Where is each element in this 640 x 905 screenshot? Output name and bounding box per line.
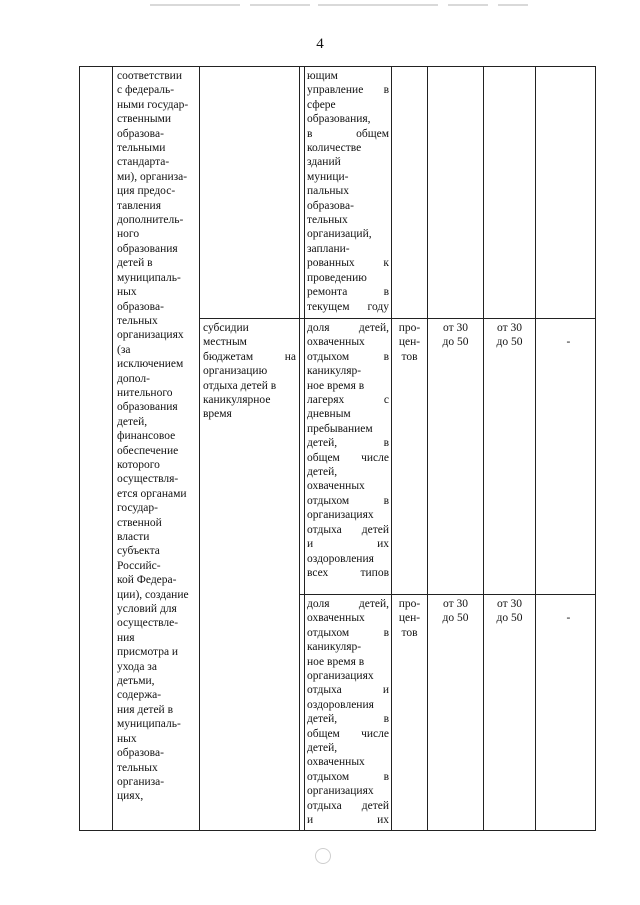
text-line: детей,	[307, 742, 338, 755]
text-line: ными государ-	[117, 98, 189, 111]
text-line: цен-	[398, 612, 421, 625]
text-line: тавления	[117, 199, 161, 212]
unit-cell	[392, 597, 427, 640]
indicator-cell-recreation	[307, 597, 389, 828]
text-line: общем числе	[307, 451, 389, 464]
text-line: ного	[117, 228, 140, 241]
dash-cell	[536, 321, 595, 350]
text-line: допол-	[117, 372, 150, 385]
text-line: кой Федера-	[117, 574, 177, 587]
text-line: каникуляр-	[307, 641, 362, 654]
text-line: нительного	[117, 386, 173, 399]
text-line: бюджетам на	[203, 350, 296, 363]
text-line: детей, в	[307, 437, 389, 450]
value-cell-year1	[428, 597, 483, 626]
text-line: (за	[117, 343, 131, 356]
text-line: до 50	[496, 612, 523, 625]
unit-cell	[392, 321, 427, 364]
text-line: ния	[117, 631, 135, 644]
text-line: лагерях с	[307, 394, 389, 407]
indicator-cell-repair	[307, 69, 389, 314]
text-line: отдыха детей	[307, 523, 389, 536]
text-line: охваченных	[307, 756, 365, 769]
text-line: от 30	[497, 322, 522, 334]
text-line: ми), организа-	[117, 170, 188, 183]
text-line: отдыхом в	[307, 494, 389, 507]
text-line: отдыхом в	[307, 350, 389, 363]
text-line: осуществле-	[117, 617, 179, 630]
text-line: ния детей в	[117, 703, 174, 716]
text-line: в общем	[307, 127, 389, 140]
text-line: образова-	[117, 747, 164, 760]
text-line: тельных	[307, 214, 348, 227]
text-line: оздоровления	[307, 552, 374, 565]
text-line: ных	[117, 732, 137, 745]
text-line: текущем году	[307, 300, 389, 313]
text-line: от 30	[443, 598, 468, 610]
text-line: пребыванием	[307, 422, 373, 435]
text-line: местным	[203, 336, 247, 349]
text-line: общем числе	[307, 727, 389, 740]
seal-icon	[315, 848, 331, 864]
text-line: и их	[307, 814, 389, 827]
text-line: муниципаль-	[117, 271, 181, 284]
text-line: ремонта в	[307, 286, 389, 299]
text-line: рованных к	[307, 257, 389, 270]
page-number: 4	[316, 36, 324, 52]
text-line: отдыхом в	[307, 770, 389, 783]
text-line: охваченных	[307, 336, 365, 349]
text-line: ющим	[307, 70, 338, 82]
text-line: пальных	[307, 185, 349, 198]
text-line: доля детей,	[307, 322, 389, 334]
dash-text: -	[566, 336, 571, 349]
text-line: обеспечение	[117, 444, 179, 457]
text-line: условий для	[117, 603, 177, 616]
text-line: охваченных	[307, 612, 365, 625]
text-line: организациях	[307, 785, 374, 798]
text-line: ственными	[117, 113, 172, 126]
text-line: осуществля-	[117, 473, 179, 486]
text-line: каникуляр-	[307, 365, 362, 378]
text-line: про-	[398, 598, 421, 610]
text-line: оздоровления	[307, 698, 374, 711]
text-line: детей, в	[307, 713, 389, 726]
text-line: детей,	[117, 415, 148, 428]
text-line: количестве	[307, 142, 362, 155]
value-cell-year1	[428, 321, 483, 350]
text-line: отдыхом в	[307, 626, 389, 639]
text-line: субсидии	[203, 322, 249, 334]
text-line: организаций,	[307, 228, 372, 241]
text-line: отдыха детей в	[203, 379, 277, 392]
text-line: организацию	[203, 365, 268, 378]
subsidy-cell	[203, 321, 296, 422]
text-line: детей,	[307, 466, 338, 479]
text-line: соответствии	[117, 70, 182, 82]
text-line: сфере	[307, 98, 336, 111]
text-line: организациях	[307, 670, 374, 683]
dash-text: -	[566, 612, 571, 625]
text-line: от 30	[443, 322, 468, 334]
text-line: до 50	[442, 612, 469, 625]
text-line: отдыха и	[307, 684, 389, 697]
text-line: проведению	[307, 271, 367, 284]
text-line: управление в	[307, 84, 389, 97]
text-line: ухода за	[117, 660, 157, 673]
text-line: тов	[401, 350, 418, 363]
text-line: стандарта-	[117, 156, 170, 169]
text-line: образова-	[117, 127, 164, 140]
text-line: образования	[117, 401, 178, 414]
description-column-cell	[117, 69, 199, 804]
indicator-cell-day-camps	[307, 321, 389, 580]
text-line: охваченных	[307, 480, 365, 493]
text-line: финансовое	[117, 430, 176, 443]
text-line: организациях	[117, 329, 184, 342]
text-line: зданий	[307, 156, 341, 169]
dash-cell	[536, 597, 595, 626]
text-line: присмотра и	[117, 646, 179, 659]
text-line: ное время в	[307, 379, 365, 392]
text-line: всех типов	[307, 566, 389, 579]
text-line: ственной	[117, 516, 162, 529]
text-line: тельными	[117, 142, 166, 155]
text-line: ется органами	[117, 487, 187, 500]
text-line: ция предос-	[117, 185, 176, 198]
text-line: циях,	[117, 790, 144, 803]
text-line: дополнитель-	[117, 214, 184, 227]
text-line: муници-	[307, 170, 349, 183]
text-line: от 30	[497, 598, 522, 610]
text-line: время	[203, 408, 232, 421]
text-line: организа-	[117, 775, 165, 788]
text-line: заплани-	[307, 242, 350, 255]
text-line: дневным	[307, 408, 351, 421]
text-line: до 50	[442, 336, 469, 349]
text-line: каникулярное	[203, 394, 271, 407]
text-line: государ-	[117, 502, 158, 515]
value-cell-year2	[484, 321, 535, 350]
text-line: содержа-	[117, 689, 162, 702]
text-line: образова-	[307, 199, 354, 212]
text-line: Российс-	[117, 559, 161, 572]
text-line: образова-	[117, 300, 164, 313]
text-line: детьми,	[117, 675, 155, 688]
text-line: субъекта	[117, 545, 160, 558]
text-line: ции), создание	[117, 588, 189, 601]
text-line: отдыха детей	[307, 799, 389, 812]
text-line: до 50	[496, 336, 523, 349]
text-line: образования,	[307, 113, 371, 126]
text-line: и их	[307, 538, 389, 551]
text-line: про-	[398, 322, 421, 334]
value-cell-year2	[484, 597, 535, 626]
text-line: тельных	[117, 761, 158, 774]
text-line: ных	[117, 286, 137, 299]
text-line: тельных	[117, 314, 158, 327]
text-line: власти	[117, 531, 150, 543]
text-line: цен-	[398, 336, 421, 349]
text-line: ное время в	[307, 655, 365, 668]
faint-footer-stamp	[268, 848, 378, 874]
text-line: образования	[117, 242, 178, 255]
text-line: тов	[401, 626, 418, 639]
text-line: организациях	[307, 509, 374, 522]
text-line: доля детей,	[307, 598, 389, 610]
text-line: которого	[117, 458, 160, 471]
text-line: исключением	[117, 358, 184, 371]
text-line: муниципаль-	[117, 718, 181, 731]
text-line: с федераль-	[117, 84, 175, 97]
text-line: детей в	[117, 257, 153, 270]
